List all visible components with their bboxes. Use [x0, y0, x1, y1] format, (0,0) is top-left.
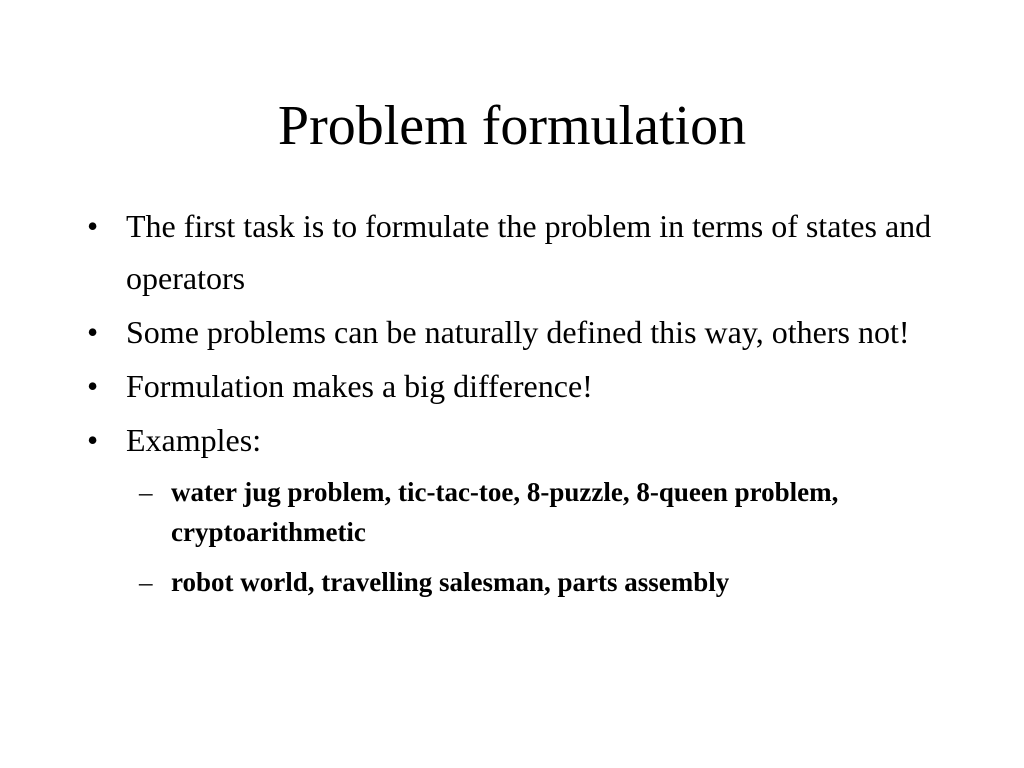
bullet-item [0, 360, 1024, 412]
sub-bullet-text: water jug problem, tic-tac-toe, 8-puzzle, 8-queen problem, cryptoarithmetic [171, 477, 839, 547]
bullet-list [0, 200, 1024, 612]
bullet-marker: • [87, 208, 99, 244]
bullet-text: Some problems can be naturally defined this way, others not! [126, 314, 910, 350]
bullet-marker: • [87, 314, 99, 350]
sub-bullet-marker: – [139, 567, 153, 597]
sub-bullet-item [126, 472, 974, 552]
bullet-item [0, 306, 1024, 358]
bullet-text: The first task is to formulate the problem in terms of states and operators [126, 208, 932, 296]
bullet-item [0, 200, 1024, 304]
slide-title: Problem formulation [277, 95, 747, 157]
sub-bullet-marker: – [139, 477, 153, 507]
sub-bullet-list [126, 472, 974, 602]
sub-bullet-text: robot world, travelling salesman, parts assembly [171, 567, 730, 597]
bullet-marker: • [87, 368, 99, 404]
bullet-text: Examples: [126, 422, 262, 458]
bullet-item [0, 414, 1024, 602]
sub-bullet-item [126, 562, 974, 602]
bullet-text: Formulation makes a big difference! [126, 368, 593, 404]
bullet-marker: • [87, 422, 99, 458]
